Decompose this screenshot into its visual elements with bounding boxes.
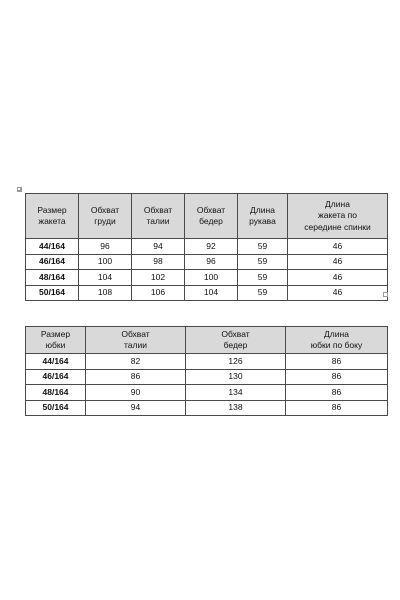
sleeve-length-cell: 59: [238, 285, 288, 301]
table-row: [26, 285, 388, 301]
size-cell: 46/164: [26, 369, 86, 385]
column-header-hips: [185, 194, 238, 239]
header-line: Длина: [325, 199, 350, 210]
header-line: жакета по: [318, 210, 357, 221]
size-cell: 46/164: [26, 254, 79, 270]
header-line: Обхват: [221, 328, 250, 339]
column-header-waist: [86, 327, 186, 354]
sleeve-length-cell: 59: [238, 239, 288, 255]
skirt-size-table: [25, 326, 388, 416]
header-line: Обхват: [90, 204, 120, 215]
waist-cell: 94: [86, 400, 186, 416]
skirt-length-cell: 86: [286, 385, 388, 401]
table-resize-handle-icon[interactable]: [383, 292, 388, 297]
header-line: Длина: [324, 328, 349, 339]
sleeve-length-cell: 59: [238, 254, 288, 270]
size-cell: 44/164: [26, 354, 86, 370]
header-line: талии: [146, 216, 170, 226]
size-cell: 44/164: [26, 239, 79, 255]
hips-cell: 92: [185, 239, 238, 255]
column-header-chest: [79, 194, 132, 239]
table-row: [26, 254, 388, 270]
column-header-hips: [186, 327, 286, 354]
hips-cell: 96: [185, 254, 238, 270]
waist-cell: 94: [132, 239, 185, 255]
hips-cell: 100: [185, 270, 238, 286]
jacket-size-table: [25, 193, 388, 301]
header-line: Размер: [37, 204, 67, 215]
header-line: Обхват: [143, 204, 173, 215]
column-header-size: [26, 194, 79, 239]
jacket-length-cell: 46: [288, 239, 388, 255]
waist-cell: 90: [86, 385, 186, 401]
table-row: [26, 354, 388, 370]
hips-cell: 104: [185, 285, 238, 301]
header-line: Обхват: [121, 328, 150, 339]
header-line: жакета: [38, 216, 66, 226]
table-header-row: [26, 194, 388, 239]
waist-cell: 82: [86, 354, 186, 370]
table-row: [26, 400, 388, 416]
header-line: талии: [124, 340, 147, 350]
size-cell: 50/164: [26, 400, 86, 416]
table-row: [26, 270, 388, 286]
column-header-waist: [132, 194, 185, 239]
column-header-sleeve-length: [238, 194, 288, 239]
chest-cell: 104: [79, 270, 132, 286]
skirt-length-cell: 86: [286, 400, 388, 416]
table-header-row: [26, 327, 388, 354]
column-header-size: [26, 327, 86, 354]
header-line: юбки по боку: [310, 340, 363, 350]
header-line: рукава: [249, 216, 276, 226]
table-row: [26, 239, 388, 255]
waist-cell: 98: [132, 254, 185, 270]
header-line: Обхват: [196, 204, 226, 215]
waist-cell: 102: [132, 270, 185, 286]
sleeve-length-cell: 59: [238, 270, 288, 286]
hips-cell: 134: [186, 385, 286, 401]
column-header-skirt-length: [286, 327, 388, 354]
header-line: Размер: [40, 328, 71, 339]
header-line: юбки: [45, 340, 66, 350]
table-row: [26, 369, 388, 385]
chest-cell: 100: [79, 254, 132, 270]
skirt-length-cell: 86: [286, 369, 388, 385]
table-move-handle-icon[interactable]: [17, 187, 22, 192]
hips-cell: 126: [186, 354, 286, 370]
jacket-length-cell: 46: [288, 285, 388, 301]
hips-cell: 138: [186, 400, 286, 416]
size-cell: 48/164: [26, 385, 86, 401]
header-line: бедер: [223, 340, 248, 350]
header-line: бедер: [199, 216, 223, 226]
size-cell: 50/164: [26, 285, 79, 301]
jacket-length-cell: 46: [288, 254, 388, 270]
jacket-length-cell: 46: [288, 270, 388, 286]
waist-cell: 86: [86, 369, 186, 385]
header-line: середине спинки: [304, 221, 371, 232]
hips-cell: 130: [186, 369, 286, 385]
skirt-length-cell: 86: [286, 354, 388, 370]
table-row: [26, 385, 388, 401]
chest-cell: 96: [79, 239, 132, 255]
column-header-jacket-length: [288, 194, 388, 239]
header-line: груди: [94, 216, 116, 226]
size-cell: 48/164: [26, 270, 79, 286]
chest-cell: 108: [79, 285, 132, 301]
waist-cell: 106: [132, 285, 185, 301]
header-line: Длина: [250, 204, 275, 215]
